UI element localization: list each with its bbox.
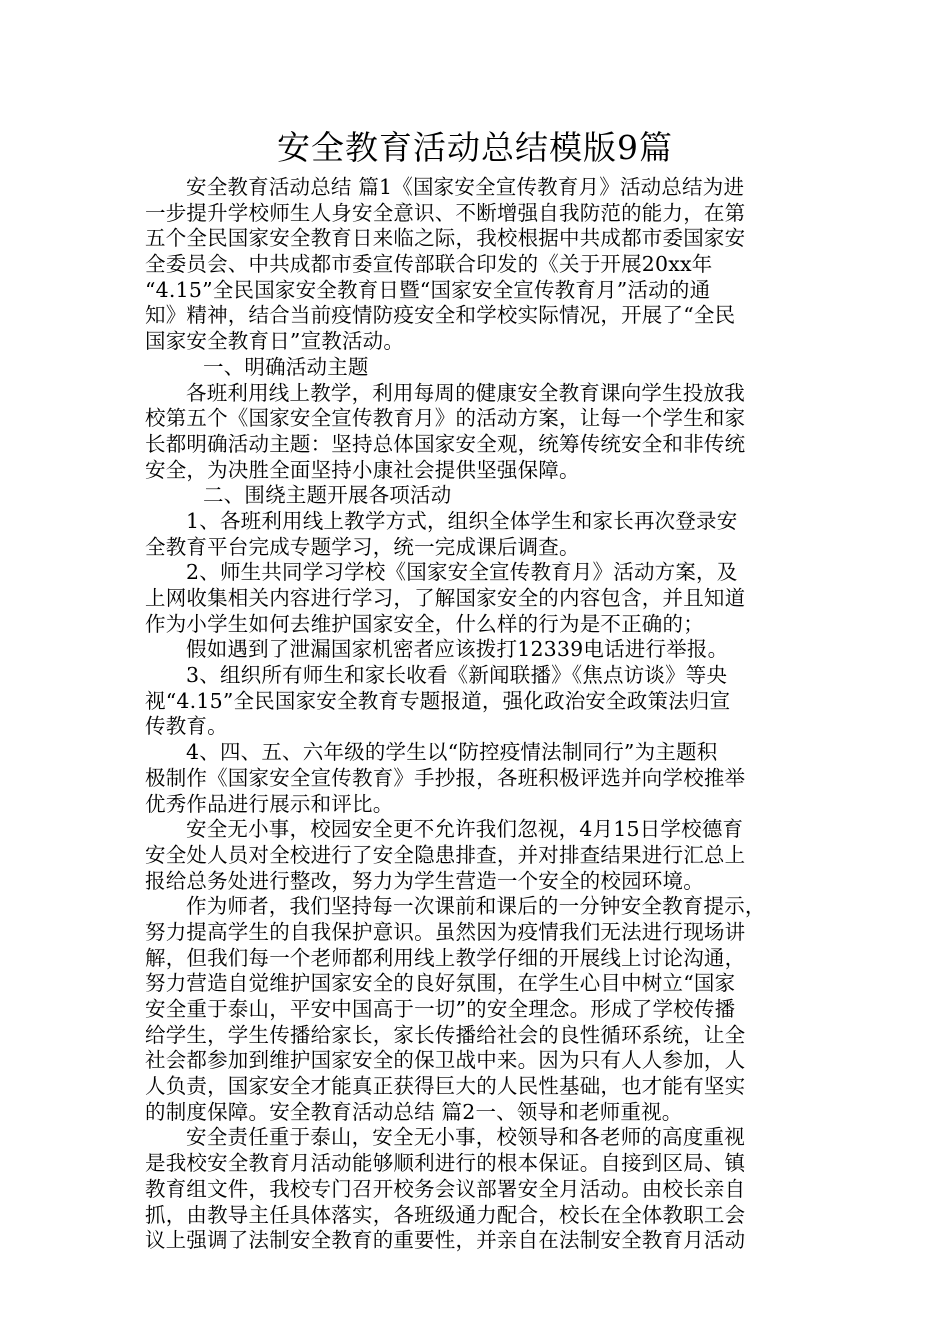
document-title: 安全教育活动总结模版9篇 [277, 128, 673, 167]
paragraph-line: 努力营造自觉维护国家安全的良好氛围，在学生心目中树立“国家 [145, 971, 736, 996]
paragraph-line: 上网收集相关内容进行学习，了解国家安全的内容包含，并且知道 [145, 586, 746, 610]
paragraph-line: 抓，由教导主任具体落实，各班级通力配合，校长在全体教职工会 [145, 1202, 746, 1227]
document-body [145, 175, 810, 1254]
paragraph-line: 知》精神，结合当前疫情防疫安全和学校实际情况，开展了“全民 [145, 303, 736, 328]
paragraph-line: 安全教育活动总结 篇1《国家安全宣传教育月》活动总结为进 [186, 175, 745, 199]
paragraph-line: 安全，为决胜全面坚持小康社会提供坚强保障。 [145, 457, 580, 482]
paragraph-line: 安全重于泰山，平安中国高于一切”的安全理念。形成了学校传播 [145, 997, 736, 1021]
paragraph-line: 2、师生共同学习学校《国家安全宣传教育月》活动方案，及 [186, 560, 738, 585]
paragraph-line: 优秀作品进行展示和评比。 [145, 791, 394, 816]
section-heading: 二、围绕主题开展各项活动 [203, 483, 452, 508]
paragraph-line: “4.15”全民国家安全教育日暨“国家安全宣传教育月”活动的通 [145, 277, 711, 302]
paragraph-line: 国家安全教育日”宣教活动。 [145, 329, 405, 354]
paragraph-line: 极制作《国家安全宣传教育》手抄报，各班积极评选并向学校推举 [145, 765, 746, 790]
paragraph-line: 假如遇到了泄漏国家机密者应该拨打12339电话进行举报。 [186, 637, 729, 662]
paragraph-line: 4、四、五、六年级的学生以“防控疫情法制同行”为主题积 [186, 740, 718, 765]
paragraph-line: 安全责任重于泰山，安全无小事，校领导和各老师的高度重视 [186, 1125, 745, 1150]
paragraph-line: 一步提升学校师生人身安全意识、不断增强自我防范的能力，在第 [145, 200, 746, 225]
paragraph-line: 长都明确活动主题：坚持总体国家安全观，统筹传统安全和非传统 [145, 431, 746, 456]
paragraph-line: 安全处人员对全校进行了安全隐患排查，并对排查结果进行汇总上 [145, 842, 746, 867]
paragraph-line: 3、组织所有师生和家长收看《新闻联播》《焦点访谈》等央 [186, 663, 728, 688]
paragraph-line: 五个全民国家安全教育日来临之际，我校根据中共成都市委国家安 [145, 226, 746, 251]
paragraph-line: 的制度保障。安全教育活动总结 篇2一、领导和老师重视。 [145, 1099, 683, 1124]
paragraph-line: 全教育平台完成专题学习，统一完成课后调查。 [145, 534, 580, 559]
paragraph-line: 社会都参加到维护国家安全的保卫战中来。因为只有人人参加，人 [145, 1048, 746, 1073]
paragraph-line: 报给总务处进行整改，努力为学生营造一个安全的校园环境。 [145, 868, 704, 893]
paragraph-line: 视“4.15”全民国家安全教育专题报道，强化政治安全政策法归宣 [145, 688, 731, 713]
paragraph-line: 给学生，学生传播给家长，家长传播给社会的良性循环系统，让全 [145, 1022, 746, 1047]
paragraph-line: 解，但我们每一个老师都利用线上教学仔细的开展线上讨论沟通， [145, 945, 746, 970]
paragraph-line: 作为小学生如何去维护国家安全，什么样的行为是不正确的； [145, 611, 704, 636]
paragraph-line: 校第五个《国家安全宣传教育月》的活动方案，让每一个学生和家 [145, 406, 746, 431]
paragraph-line: 是我校安全教育月活动能够顺利进行的根本保证。自接到区局、镇 [145, 1151, 746, 1176]
paragraph-line: 1、各班利用线上教学方式，组织全体学生和家长再次登录安 [186, 508, 738, 533]
paragraph-line: 作为师者，我们坚持每一次课前和课后的一分钟安全教育提示， [186, 894, 766, 919]
paragraph-line: 议上强调了法制安全教育的重要性，并亲自在法制安全教育月活动 [145, 1228, 746, 1253]
paragraph-line: 教育组文件，我校专门召开校务会议部署安全月活动。由校长亲自 [145, 1176, 746, 1201]
paragraph-line: 各班利用线上教学，利用每周的健康安全教育课向学生投放我 [186, 380, 745, 405]
paragraph-line: 努力提高学生的自我保护意识。虽然因为疫情我们无法进行现场讲 [145, 919, 746, 944]
paragraph-line: 传教育。 [145, 714, 228, 739]
section-heading: 一、明确活动主题 [203, 354, 369, 379]
paragraph-line: 安全无小事，校园安全更不允许我们忽视，4月15日学校德育 [186, 817, 744, 842]
paragraph-line: 全委员会、中共成都市委宣传部联合印发的《关于开展20xx年 [145, 252, 713, 277]
paragraph-line: 人负责，国家安全才能真正获得巨大的人民性基础，也才能有坚实 [145, 1074, 746, 1099]
